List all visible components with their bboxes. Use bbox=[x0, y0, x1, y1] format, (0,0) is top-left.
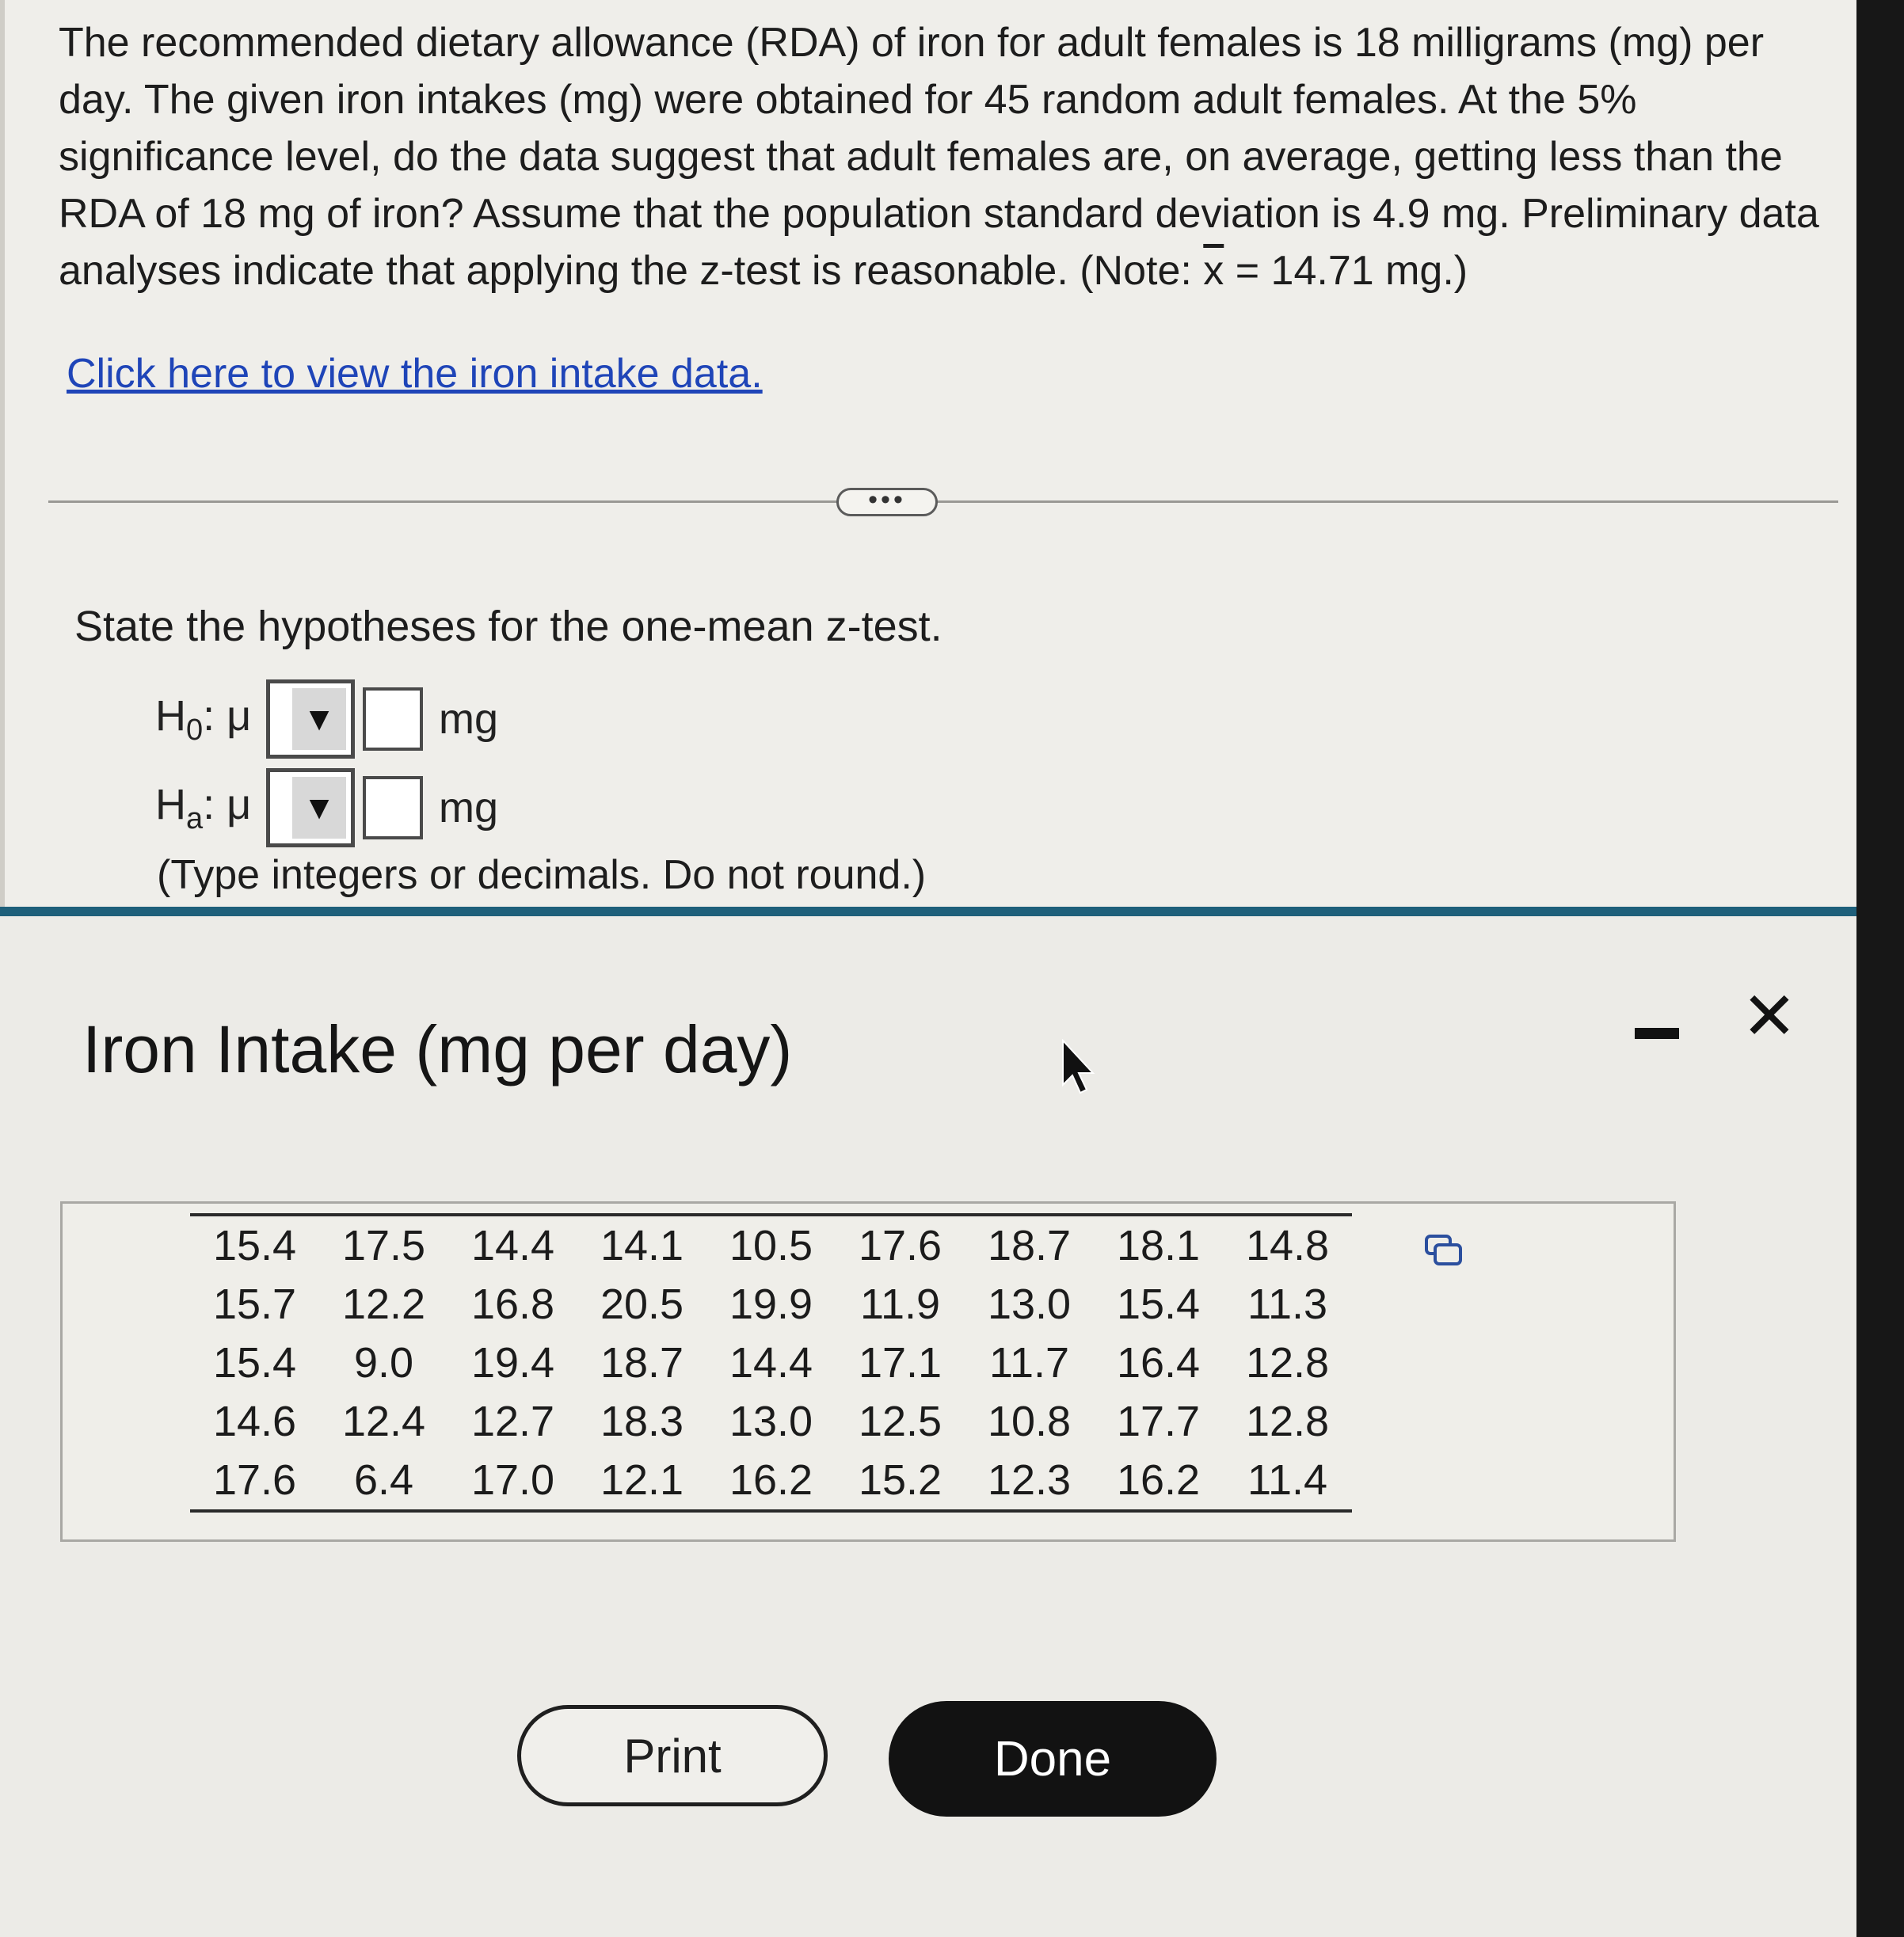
dropdown-arrow-icon: ▼ bbox=[292, 688, 346, 750]
table-cell: 11.4 bbox=[1247, 1456, 1328, 1504]
table-cell: 11.7 bbox=[988, 1339, 1070, 1387]
table-cell: 17.1 bbox=[858, 1339, 942, 1387]
table-cell: 10.5 bbox=[729, 1222, 813, 1269]
print-button[interactable]: Print bbox=[517, 1705, 828, 1806]
table-cell: 9.0 bbox=[353, 1339, 414, 1387]
table-cell: 17.5 bbox=[341, 1222, 426, 1269]
table-cell: 12.2 bbox=[341, 1281, 426, 1328]
hypotheses-instruction: State the hypotheses for the one-mean z-test. bbox=[74, 603, 942, 650]
h0-operator-dropdown[interactable] bbox=[266, 679, 355, 759]
done-button[interactable]: Done bbox=[889, 1701, 1217, 1817]
sample-mean-value: = 14.71 mg.) bbox=[1224, 248, 1468, 294]
table-cell: 15.7 bbox=[212, 1281, 297, 1328]
input-format-note: (Type integers or decimals. Do not round.) bbox=[157, 852, 927, 898]
table-cell: 13.0 bbox=[987, 1281, 1072, 1328]
question-panel bbox=[0, 0, 1856, 911]
minimize-button[interactable] bbox=[1633, 1010, 1681, 1057]
table-cell: 12.3 bbox=[987, 1456, 1072, 1504]
alternative-hypothesis-row bbox=[155, 768, 498, 847]
alternative-hypothesis-label: $H_a$: μ bbox=[155, 780, 252, 835]
sample-mean-symbol: $\overline{x}$ bbox=[1203, 248, 1224, 294]
ha-operator-dropdown[interactable] bbox=[266, 768, 355, 847]
table-cell: 18.1 bbox=[1116, 1222, 1201, 1269]
table-cell: 15.4 bbox=[212, 1222, 297, 1269]
table-cell: 12.7 bbox=[470, 1398, 555, 1445]
table-cell: 16.4 bbox=[1116, 1339, 1201, 1387]
table-cell: 12.1 bbox=[600, 1456, 684, 1504]
table-cell: 12.4 bbox=[341, 1398, 426, 1445]
ha-value-input[interactable] bbox=[363, 776, 423, 839]
table-cell: 20.5 bbox=[600, 1281, 684, 1328]
copy-icon[interactable] bbox=[1424, 1234, 1464, 1269]
view-data-link[interactable]: Click here to view the iron intake data. bbox=[67, 351, 763, 397]
table-cell: 15.2 bbox=[858, 1456, 942, 1504]
problem-text bbox=[59, 14, 1833, 299]
table-row bbox=[190, 1215, 1352, 1275]
monitor-bezel bbox=[1856, 0, 1904, 1937]
problem-text-main: The recommended dietary allowance (RDA) of iron for adult females is 18 milligrams (mg) per day. The given iron intakes (mg) were obtained for 45 random adult females. At the 5% significance level, do the data suggest that adult females are, on average, getting less than the RDA of 18 mg of iron? Assume that the population standard deviation is 4.9 mg. Preliminary data analyses indicate that applying the z-test is reasonable. (Note: bbox=[59, 20, 1819, 294]
mouse-cursor-icon bbox=[1060, 1039, 1098, 1094]
table-cell: 15.4 bbox=[1116, 1281, 1201, 1328]
table-cell: 12.5 bbox=[858, 1398, 942, 1445]
table-cell: 12.8 bbox=[1245, 1339, 1330, 1387]
null-hypothesis-row bbox=[155, 679, 498, 759]
table-cell: 18.7 bbox=[987, 1222, 1072, 1269]
table-cell: 16.8 bbox=[470, 1281, 555, 1328]
table-cell: 17.6 bbox=[212, 1456, 297, 1504]
close-button[interactable]: ✕ bbox=[1741, 979, 1798, 1053]
table-cell: 12.8 bbox=[1245, 1398, 1330, 1445]
table-cell: 14.4 bbox=[729, 1339, 813, 1387]
dropdown-arrow-icon: ▼ bbox=[292, 777, 346, 839]
h0-value-input[interactable] bbox=[363, 687, 423, 751]
null-hypothesis-label: $H_0$: μ bbox=[155, 691, 252, 747]
table-cell: 18.7 bbox=[600, 1339, 684, 1387]
minimize-icon bbox=[1635, 1028, 1679, 1039]
table-cell: 6.4 bbox=[353, 1456, 414, 1504]
table-cell: 17.7 bbox=[1116, 1398, 1201, 1445]
table-cell: 16.2 bbox=[729, 1456, 813, 1504]
table-cell: 14.8 bbox=[1245, 1222, 1330, 1269]
table-cell: 11.9 bbox=[859, 1281, 941, 1328]
table-cell: 16.2 bbox=[1116, 1456, 1201, 1504]
section-divider bbox=[48, 500, 1838, 503]
table-cell: 14.1 bbox=[600, 1222, 684, 1269]
table-row bbox=[190, 1392, 1352, 1451]
h0-unit-label: mg bbox=[439, 695, 499, 743]
table-cell: 14.6 bbox=[212, 1398, 297, 1445]
table-cell: 18.3 bbox=[600, 1398, 684, 1445]
table-row bbox=[190, 1451, 1352, 1511]
popup-title: Iron Intake (mg per day) bbox=[82, 1012, 793, 1086]
table-cell: 17.6 bbox=[858, 1222, 942, 1269]
table-cell: 11.3 bbox=[1247, 1281, 1328, 1328]
table-cell: 19.9 bbox=[729, 1281, 813, 1328]
table-cell: 19.4 bbox=[470, 1339, 555, 1387]
expand-more-button[interactable]: ••• bbox=[836, 488, 938, 516]
table-row bbox=[190, 1275, 1352, 1334]
table-cell: 14.4 bbox=[470, 1222, 555, 1269]
table-cell: 17.0 bbox=[470, 1456, 555, 1504]
iron-intake-table bbox=[190, 1213, 1352, 1513]
ha-unit-label: mg bbox=[439, 784, 499, 832]
table-cell: 15.4 bbox=[212, 1339, 297, 1387]
table-cell: 13.0 bbox=[729, 1398, 813, 1445]
table-cell: 10.8 bbox=[987, 1398, 1072, 1445]
table-row bbox=[190, 1334, 1352, 1392]
